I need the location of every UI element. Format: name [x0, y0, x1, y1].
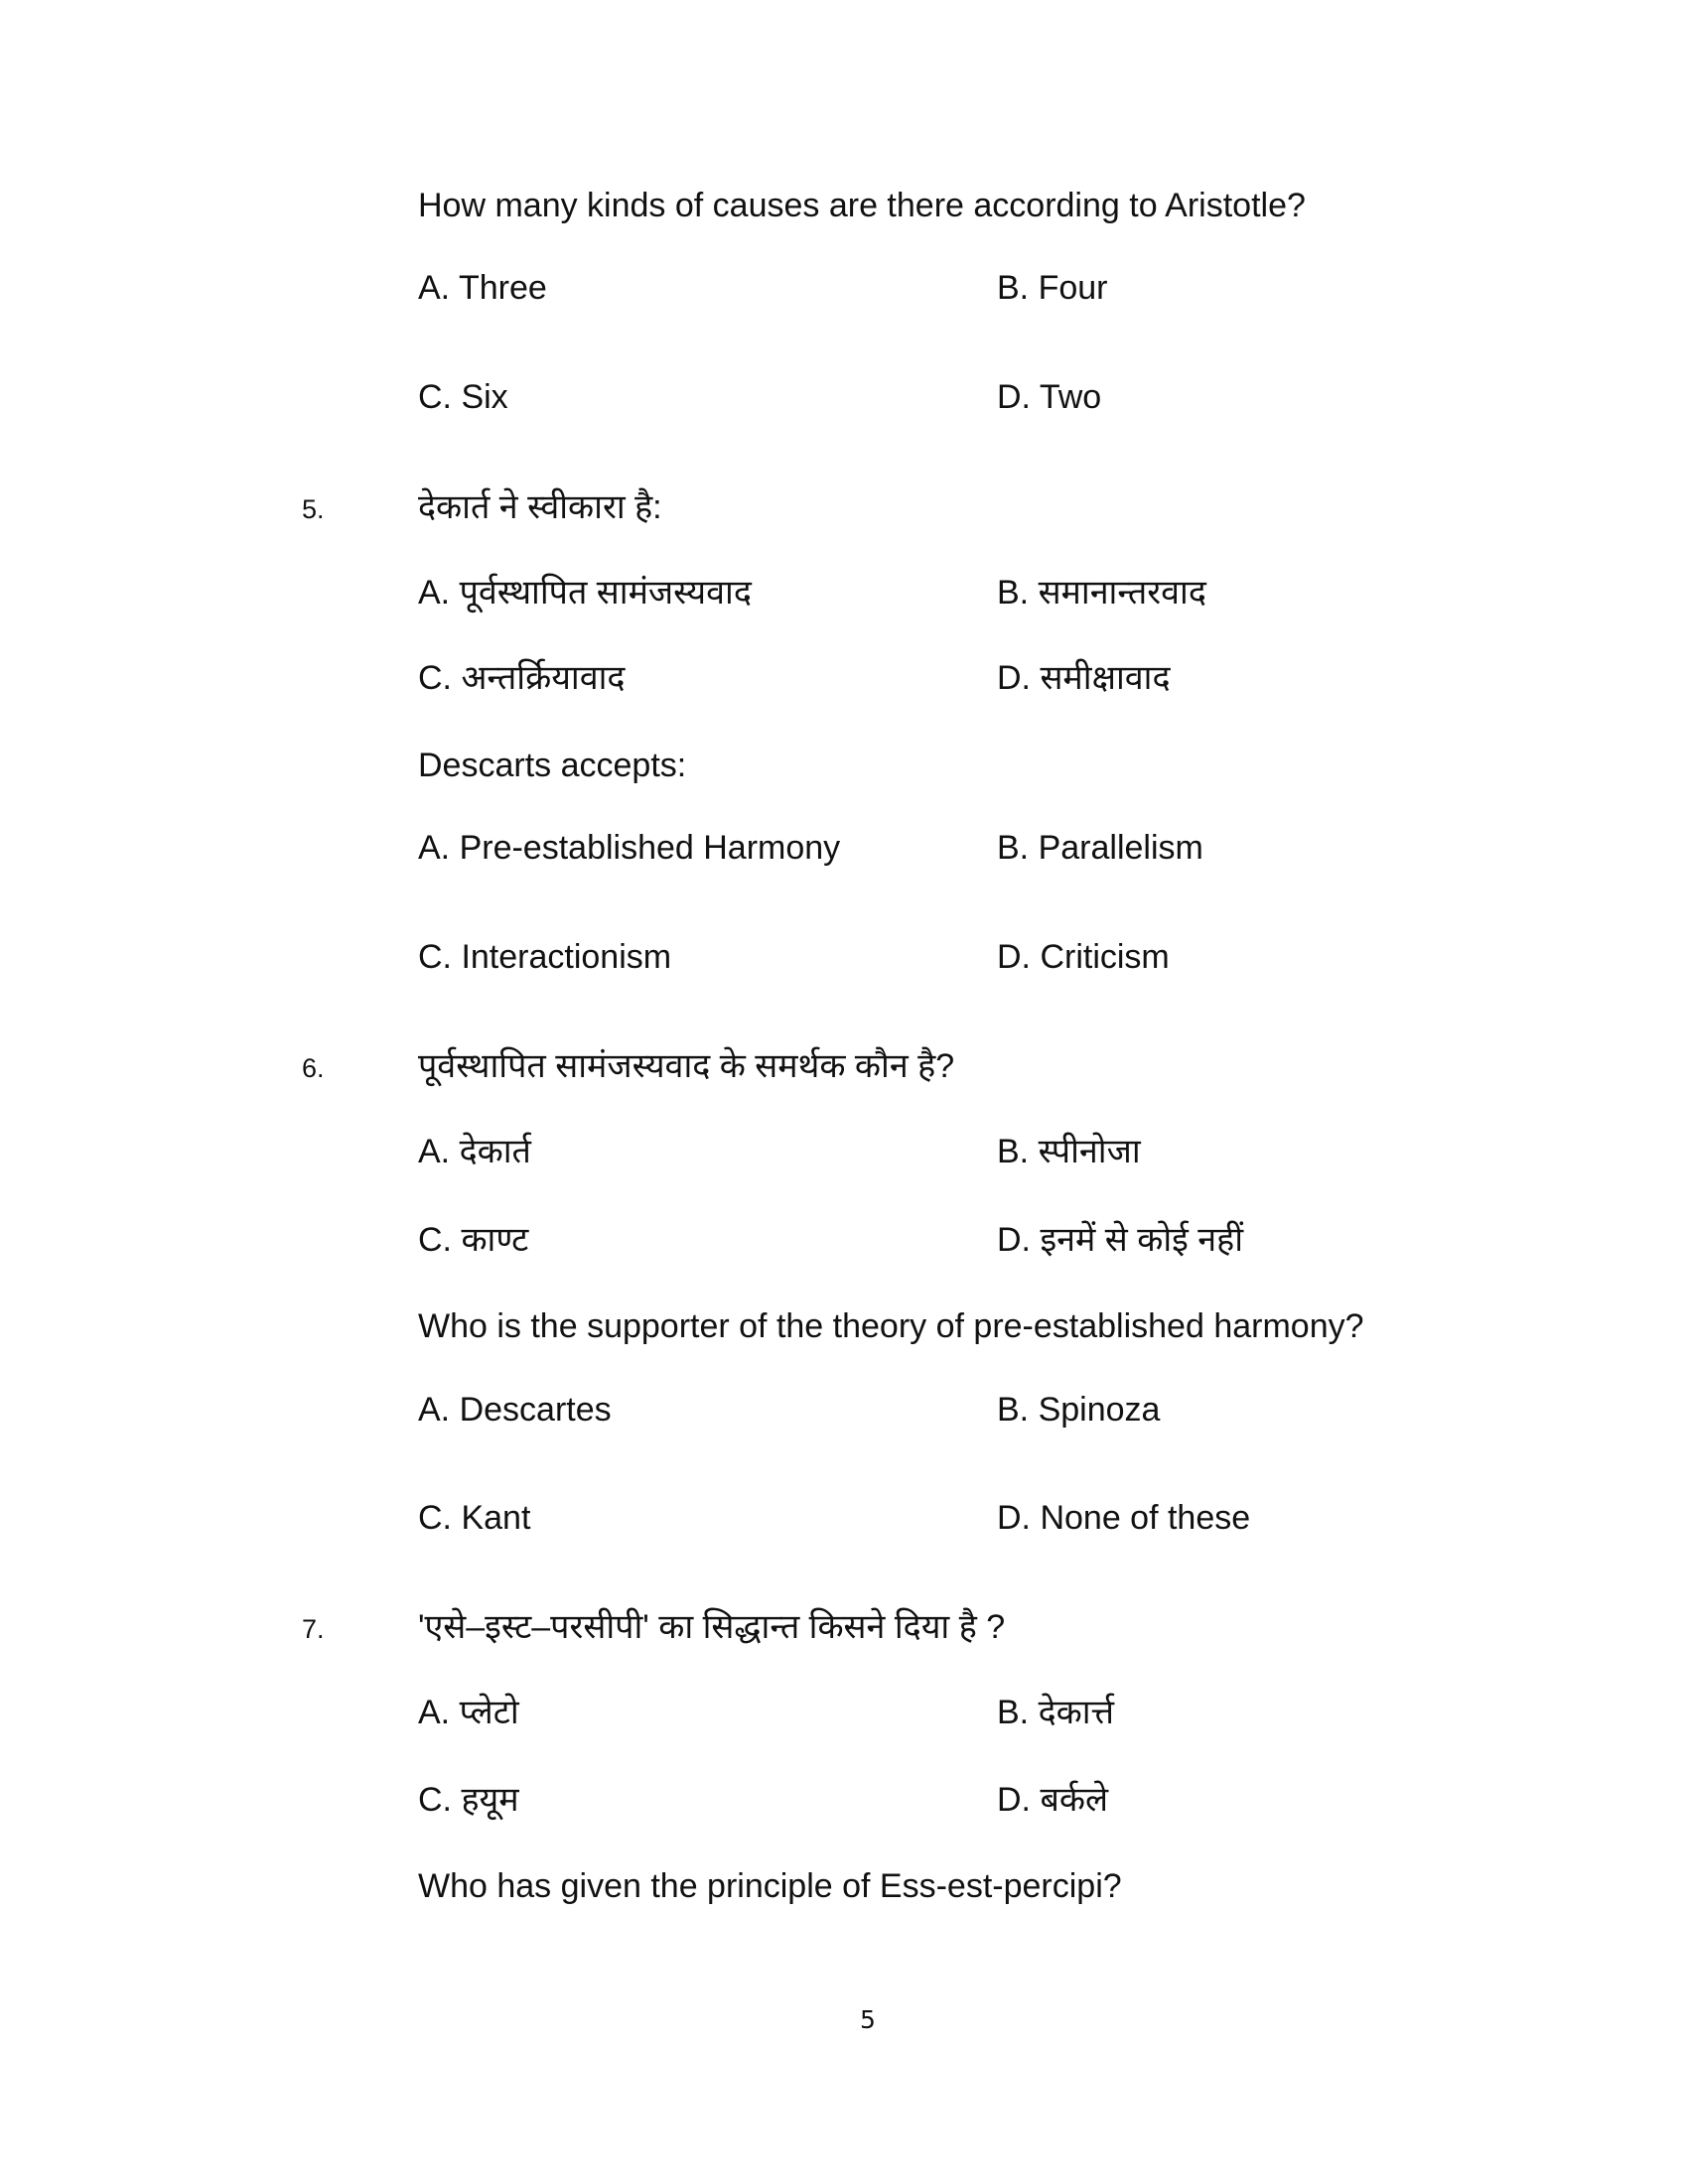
option-b: B. Spinoza — [997, 1391, 1161, 1429]
question-number: 7. — [302, 1614, 325, 1644]
option-b-hindi: B. समानान्तरवाद — [997, 574, 1206, 612]
question-text-hindi: पूर्वस्थापित सामंजस्यवाद के समर्थक कौन है? — [418, 1047, 955, 1085]
option-c: C. Six — [418, 378, 508, 416]
option-c: C. Interactionism — [418, 938, 672, 976]
option-a: A. Three — [418, 269, 547, 307]
question-text-hindi: देकार्त ने स्वीकारा है: — [418, 488, 662, 526]
option-c-hindi: C. हयूम — [418, 1781, 519, 1819]
option-a-hindi: A. प्लेटो — [418, 1694, 519, 1731]
option-d-hindi: D. बर्कले — [997, 1781, 1109, 1819]
option-b: B. Parallelism — [997, 829, 1203, 867]
option-a: A. Descartes — [418, 1391, 612, 1429]
option-a-hindi: A. देकार्त — [418, 1133, 531, 1170]
question-number: 6. — [302, 1053, 325, 1083]
question-text-hindi: 'एसे–इस्ट–परसीपी' का सिद्धान्त किसने दिया है ? — [418, 1608, 1006, 1646]
option-d: D. None of these — [997, 1499, 1251, 1537]
option-c-hindi: C. काण्ट — [418, 1221, 529, 1259]
question-text: Who has given the principle of Ess-est-percipi? — [418, 1867, 1122, 1905]
option-d-hindi: D. इनमें से कोई नहीं — [997, 1221, 1244, 1259]
question-text: Descarts accepts: — [418, 747, 687, 784]
option-a: A. Pre-established Harmony — [418, 829, 841, 867]
option-c-hindi: C. अन्तर्क्रियावाद — [418, 659, 626, 697]
question-number: 5. — [302, 494, 325, 524]
option-c: C. Kant — [418, 1499, 531, 1537]
option-d: D. Two — [997, 378, 1102, 416]
option-b: B. Four — [997, 269, 1108, 307]
page-number: 5 — [860, 2005, 876, 2034]
question-text: How many kinds of causes are there according to Aristotle? — [418, 187, 1306, 224]
option-b-hindi: B. देकार्त्त — [997, 1694, 1115, 1731]
option-a-hindi: A. पूर्वस्थापित सामंजस्यवाद — [418, 574, 752, 612]
question-text: Who is the supporter of the theory of pre-established harmony? — [418, 1307, 1364, 1345]
option-d: D. Criticism — [997, 938, 1170, 976]
option-b-hindi: B. स्पीनोजा — [997, 1133, 1141, 1170]
option-d-hindi: D. समीक्षावाद — [997, 659, 1171, 697]
